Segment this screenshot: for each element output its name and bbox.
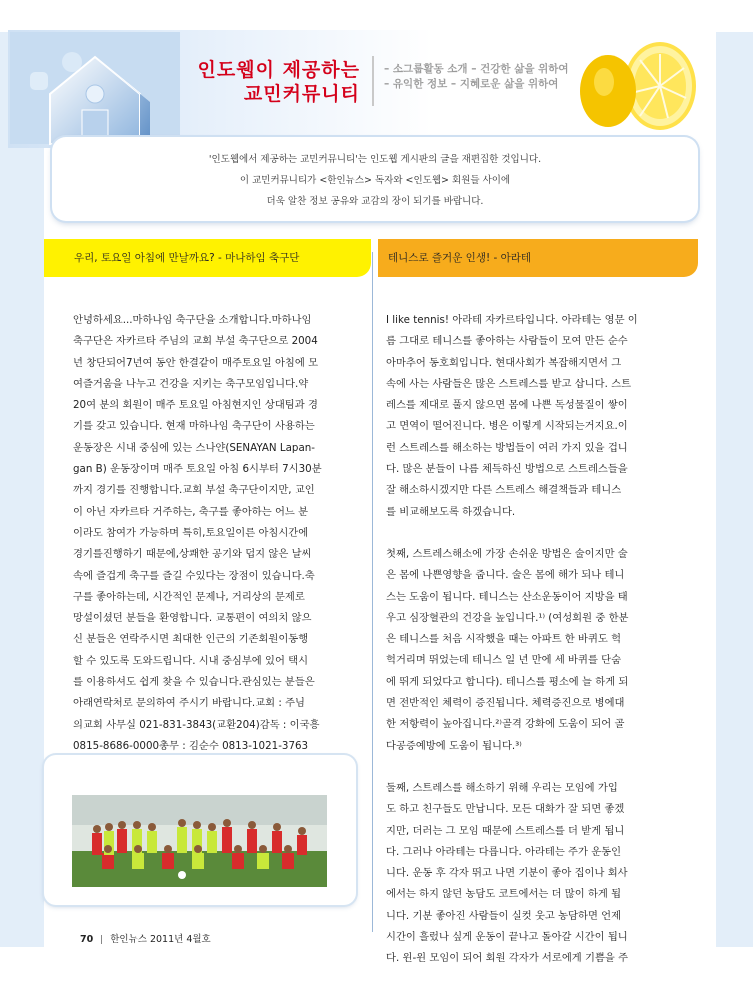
subtitle-line-1: – 소그룹활동 소개 – 건강한 삶을 위하여 <box>384 63 569 75</box>
footer-separator <box>101 935 102 944</box>
page-frame-right <box>716 32 753 947</box>
header-subtitles <box>384 62 569 92</box>
right-article-heading: 테니스로 즐거운 인생! - 아라테 <box>378 239 698 277</box>
title-line-2: 교민커뮤니티 <box>243 83 360 105</box>
intro-line-2: 이 교민커뮤니티가 <한인뉴스> 독자와 <인도웹> 회원들 사이에 <box>239 175 511 186</box>
lemon-icon <box>578 36 698 136</box>
publication-name: 한인뉴스 2011년 4월호 <box>110 934 211 945</box>
right-article-paragraph-2: 첫째, 스트레스해소에 가장 손쉬운 방법은 술이지만 술 은 몸에 나쁜영향을 줍니다. 술은 몸에 해가 되나 테니 스는 도움이 됩니다. 테니스는 산소운동이어 지방을 태 우고 심장혈관의 건강을 높입니다.¹⁾ (여성회원 중 한분 은 테니스를 처음 시작했을 때는 아파트 한 바퀴도 헉 헉거리며 뛰었는데 테니스 일 년 만에 세 바퀴를 단숨 에 뛰게 되었다고 합니다). 테니스를 평소에 늘 하게 되 면 전반적인 체력이 증진됩니다. 체력증진으로 병에대 한 저항력이 높아집니다.²⁾골격 강화에 도움이 되어 골 다공증예방에 도움이 됩니다.³⁾ <box>386 547 629 752</box>
right-article-paragraph-3: 둘째, 스트레스를 해소하기 위해 우리는 모임에 가입 도 하고 친구들도 만납니다. 모든 대화가 잘 되면 좋겠 지만, 더러는 그 모임 때문에 스트레스를 더 받게 됩니 다. 그러나 아라테는 다릅니다. 아라테는 주가 운동인 니다. 운동 후 각자 뛰고 나면 기분이 좋아 집이나 회사 에서는 하지 않던 농담도 코트에서는 더 많이 하게 됩 니다. 기분 좋아진 사람들이 실컷 웃고 농담하면 언제 시간이 흘렀나 싶게 운동이 끝나고 돌아갈 시간이 됩니 다. 윈-윈 모임이 되어 회원 각자가 서로에게 기쁨을 주 <box>386 781 629 965</box>
page-number: 70 <box>80 934 94 945</box>
left-article-heading: 우리, 토요일 아침에 만날까요? - 마나하임 축구단 <box>44 239 371 277</box>
page-frame-left <box>0 32 44 947</box>
column-divider <box>372 252 373 932</box>
title-line-1: 인도웹이 제공하는 <box>197 59 360 81</box>
page-title <box>170 58 360 106</box>
intro-box <box>52 137 698 221</box>
intro-line-3: 더욱 알찬 정보 공유와 교감의 장이 되기를 바랍니다. <box>266 196 484 207</box>
puzzle-house-icon <box>10 32 180 144</box>
subtitle-line-2: – 유익한 정보 – 지혜로운 삶을 위하여 <box>384 78 559 90</box>
right-article-paragraph-1: I like tennis! 아라테 자카르타입니다. 아라테는 영문 이 름 그대로 테니스를 좋아하는 사람들이 모여 만든 순수 아마추어 동호회입니다. 현대사회가 복잡해지면서 그 속에 사는 사람들은 많은 스트레스를 받고 삽니다. 스트 레스를 제대로 풀지 않으면 몸에 나쁜 독성물질이 쌓이 고 면역이 떨어진니다. 병은 이렇게 시작되는거지요.이 런 스트레스를 해소하는 방법들이 여러 가지 있을 겁니 다. 많은 분들이 나름 체득하신 방법으로 스트레스들을 잘 해소하시겠지만 다른 스트레스 해결책들과 테니스 를 비교해보도록 하겠습니다. <box>386 314 638 518</box>
right-article-body <box>386 310 671 991</box>
page-footer <box>80 931 211 945</box>
title-divider <box>372 56 374 106</box>
intro-line-1: '인도웹에서 제공하는 교민커뮤니티'는 인도웹 게시판의 글을 재편집한 것입니다. <box>208 154 542 165</box>
left-article-body: 안녕하세요...마하나임 축구단을 소개합니다.마하나임 축구단은 자카르타 주님의 교회 부설 축구단으로 2004 년 창단되어7년여 동안 한결같이 매주토요일 아침에 모 여즐거움을 나누고 건강을 지키는 축구모임입니다.약 20여 분의 회원이 매주 토요일 아침현지인 상대팀과 경 기를 갖고 있습니다. 현재 마하나임 축구단이 사용하는 운동장은 시내 중심에 있는 스나얀(SENAYAN Lapan- gan B) 운동장이며 매주 토요일 아침 6시부터 7시30분 까지 경기를 진행합니다.교회 부설 축구단이지만, 교인 이 아닌 자카르타 거주하는, 축구를 좋아하는 어느 분 이라도 참여가 가능하며 특히,토요일이른 아침시간에 경기를진행하기 때문에,상쾌한 공기와 덥지 않은 날씨 속에 즐겁게 축구를 즐길 수있다는 장점이 있습니다.축 구를 좋아하는데, 시간적인 문제나, 거리상의 문제로 망설이셨던 분들을 환영합니다. 교통편이 여의치 않으 신 분들은 연락주시면 최대한 인근의 기존회원이동행 할 수 있도록 도와드립니다. 시내 중심부에 있어 택시 를 이용하셔도 쉽게 찾을 수 있습니다.관심있는 분들은 아래연락처로 문의하여 주시기 바랍니다.교회 : 주님 의교회 사무실 021-831-3843(교환204)감독 : 이국흥 0815-8686-0000총무 : 김순수 0813-1021-3763 <box>73 314 322 752</box>
team-photo <box>72 795 327 887</box>
